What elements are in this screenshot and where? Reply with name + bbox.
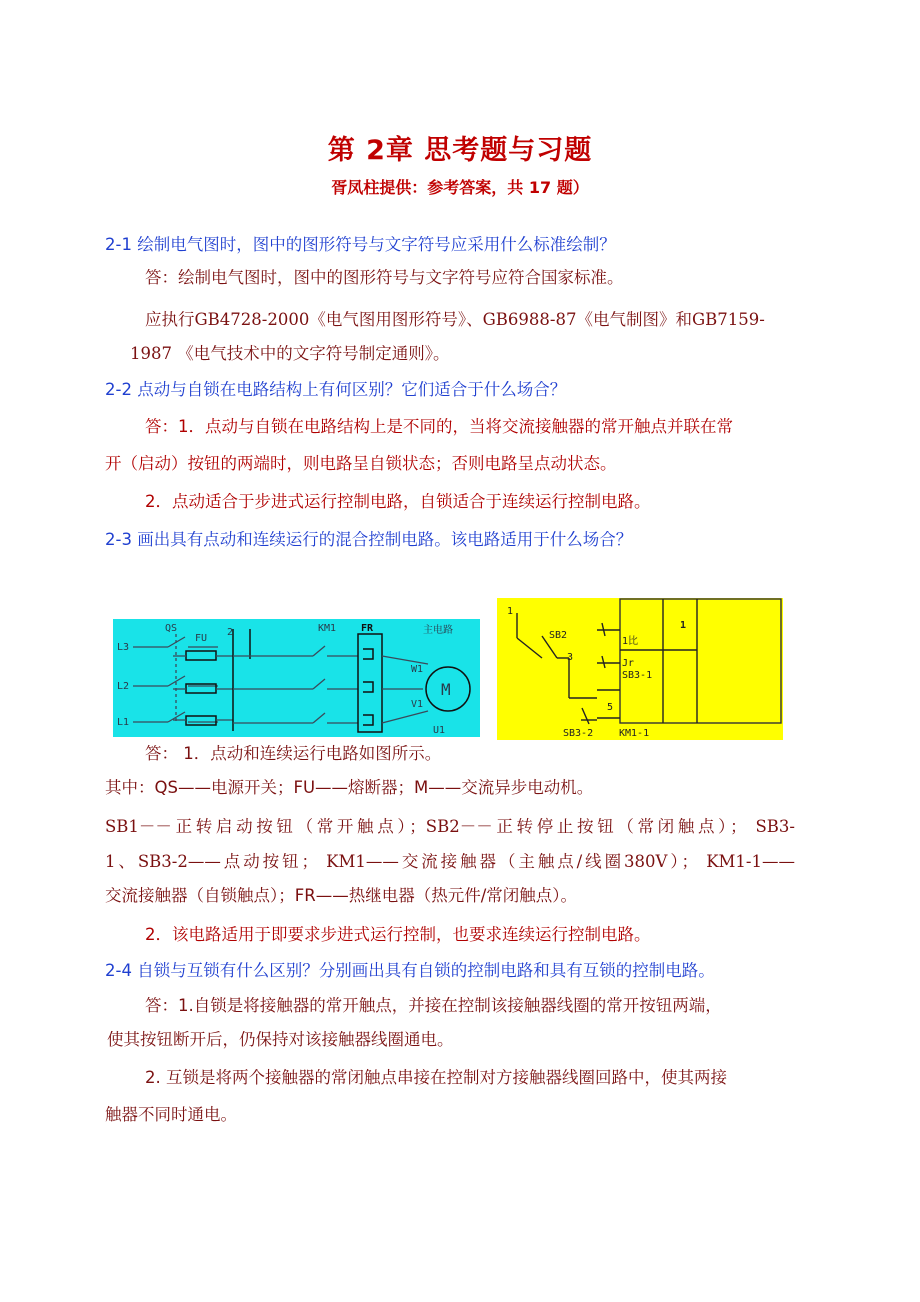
label-l2: L2 <box>117 681 130 692</box>
label-ctrl-1b: 1 <box>680 620 687 631</box>
question-2-1: 2-1 绘制电气图时，图中的图形符号与文字符号应采用什么标准绘制？ <box>105 235 616 254</box>
label-l1: L1 <box>117 717 130 728</box>
answer-2-1: 答：绘制电气图时，图中的图形符号与文字符号应符合国家标准。 <box>145 268 624 287</box>
control-circuit-diagram <box>497 598 783 740</box>
answer-2-4-line3: 2. 互锁是将两个接触器的常闭触点串接在控制对方接触器线圈回路中，使其两接 <box>145 1068 727 1087</box>
label-l3: L3 <box>117 642 130 653</box>
label-sb3-1: SB3-1 <box>622 670 653 681</box>
label-v1: V1 <box>411 699 424 710</box>
label-main-circuit: 主电路 <box>423 625 453 636</box>
answer-2-3-line6: 2．该电路适用于即要求步进式运行控制，也要求连续运行控制电路。 <box>145 925 651 944</box>
label-u1: U1 <box>433 725 446 736</box>
label-5: 5 <box>607 702 614 713</box>
label-fr: FR <box>361 623 374 634</box>
label-qs: QS <box>165 623 178 634</box>
label-sb3-2: SB3-2 <box>563 728 594 739</box>
label-sb2: SB2 <box>549 630 568 641</box>
label-motor: M <box>441 680 451 699</box>
answer-2-3-line3: SB1－－正转启动按钮（常开触点）；SB2－－正转停止按钮（常闭触点）； SB3- <box>105 817 795 836</box>
main-circuit-diagram <box>113 619 480 737</box>
answer-2-4-line1: 答：1.自锁是将接触器的常开触点，并接在控制该接触器线圈的常开按钮两端， <box>145 996 722 1015</box>
label-ctrl-1: 1 <box>507 606 514 617</box>
answer-2-4-line2: 使其按钮断开后，仍保持对该接触器线圈通电。 <box>107 1030 454 1049</box>
answer-2-1-line2: 应执行GB4728-2000《电气图用图形符号》、GB6988-87《电气制图》和GB7159- <box>145 310 765 329</box>
label-km1: KM1 <box>318 623 337 634</box>
label-1bi: 1比 <box>622 636 639 647</box>
answer-2-4-line4: 触器不同时通电。 <box>105 1105 237 1124</box>
answer-2-2-line3: 2．点动适合于步进式运行控制电路，自锁适合于连续运行控制电路。 <box>145 492 651 511</box>
page-subtitle: 胥凤柱提供：参考答案，共 17 题） <box>331 178 589 197</box>
label-w1: W1 <box>411 664 424 675</box>
question-2-2: 2-2 点动与自锁在电路结构上有何区别？它们适合于什么场合？ <box>105 380 567 399</box>
answer-2-3-line1: 答： 1．点动和连续运行电路如图所示。 <box>145 744 442 763</box>
label-3: 3 <box>567 652 574 663</box>
label-2: 2 <box>227 627 234 638</box>
answer-2-2-line2: 开（启动）按钮的两端时，则电路呈自锁状态；否则电路呈点动状态。 <box>105 454 617 473</box>
answer-2-1-line3: 1987 《电气技术中的文字符号制定通则》。 <box>130 344 450 363</box>
answer-2-2-line1: 答：1．点动与自锁在电路结构上是不同的，当将交流接触器的常开触点并联在常 <box>145 417 733 436</box>
page-title: 第 2章 思考题与习题 <box>327 135 593 166</box>
label-jr: Jr <box>622 658 635 669</box>
question-2-3: 2-3 画出具有点动和连续运行的混合控制电路。该电路适用于什么场合？ <box>105 530 633 549</box>
label-fu: FU <box>195 633 208 644</box>
label-km1-1: KM1-1 <box>619 728 650 739</box>
answer-2-3-line4: 1、SB3-2——点动按钮； KM1——交流接触器（主触点/线圈380V）； KM1-1—— <box>105 852 795 871</box>
answer-2-3-line2: 其中：QS——电源开关；FU——熔断器；M——交流异步电动机。 <box>105 778 594 797</box>
question-2-4: 2-4 自锁与互锁有什么区别？分别画出具有自锁的控制电路和具有互锁的控制电路。 <box>105 961 715 980</box>
answer-2-3-line5: 交流接触器（自锁触点）；FR——热继电器（热元件/常闭触点）。 <box>105 886 578 905</box>
